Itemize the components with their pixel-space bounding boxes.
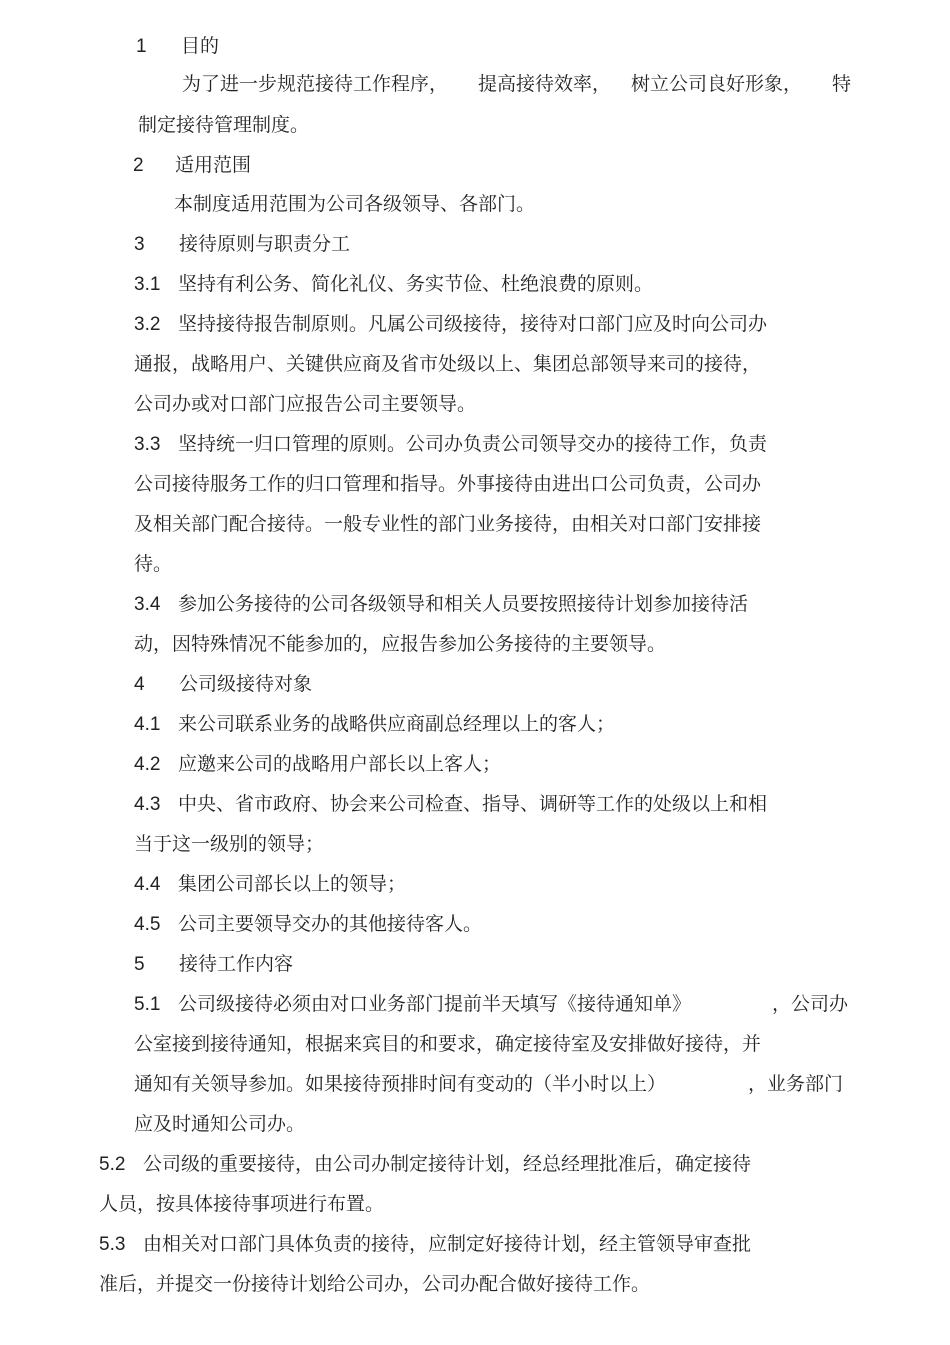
paragraph-line: 动，因特殊情况不能参加的，应报告参加公务接待的主要领导。 (134, 633, 667, 655)
clause-text: 坚持接待报告制原则。凡属公司级接待，接待对口部门应及时向公司办 (178, 313, 768, 335)
clause-number: 4.4 (134, 874, 161, 895)
clause-text: 坚持有利公务、简化礼仪、务实节俭、杜绝浪费的原则。 (178, 273, 654, 295)
paragraph-line: 通知有关领导参加。如果接待预排时间有变动的（半小时以上） (134, 1073, 667, 1095)
section-title: 接待工作内容 (179, 953, 294, 975)
clause-text: 公司级的重要接待，由公司办制定接待计划，经总经理批准后，确定接待 (143, 1153, 752, 1175)
paragraph-line: 本制度适用范围为公司各级领导、各部门。 (174, 193, 536, 215)
text-fragment: 提高接待效率， (478, 73, 612, 95)
section-title: 接待原则与职责分工 (179, 233, 351, 255)
paragraph-line: 及相关部门配合接待。一般专业性的部门业务接待，由相关对口部门安排接 (134, 513, 762, 535)
clause-text: 应邀来公司的战略用户部长以上客人； (178, 753, 502, 775)
section-heading-2 (133, 153, 251, 178)
clause-5-2 (99, 1152, 751, 1177)
clause-text: 坚持统一归口管理的原则。公司办负责公司领导交办的接待工作，负责 (178, 433, 768, 455)
paragraph-line: 制定接待管理制度。 (138, 114, 310, 136)
clause-4-1 (134, 712, 615, 737)
paragraph-line (182, 72, 851, 96)
clause-4-2 (134, 752, 501, 777)
clause-number: 5.2 (99, 1154, 126, 1175)
clause-4-5 (134, 912, 482, 937)
section-heading-5 (134, 952, 293, 977)
clause-number: 3.2 (134, 314, 161, 335)
clause-number: 4.2 (134, 754, 161, 775)
section-heading-4 (134, 672, 312, 697)
text-fragment: 特 (832, 73, 852, 95)
clause-4-4 (134, 872, 406, 897)
text-fragment: 为了进一步规范接待工作程序， (182, 73, 449, 95)
clause-4-3 (134, 792, 767, 817)
clause-text-tail: ，公司办 (772, 993, 849, 1015)
section-heading-3 (134, 232, 350, 257)
paragraph-line: 公司接待服务工作的归口管理和指导。外事接待由进出口公司负责，公司办 (134, 473, 762, 495)
clause-3-1 (134, 272, 653, 297)
paragraph-line: 通报，战略用户、关键供应商及省市处级以上、集团总部领导来司的接待， (134, 353, 762, 375)
section-title: 公司级接待对象 (179, 673, 313, 695)
clause-5-1 (134, 992, 691, 1017)
clause-text: 参加公务接待的公司各级领导和相关人员要按照接待计划参加接待活 (178, 593, 749, 615)
clause-number: 3.1 (134, 274, 161, 295)
clause-text: 由相关对口部门具体负责的接待，应制定好接待计划，经主管领导审查批 (143, 1233, 752, 1255)
paragraph-line: 待。 (134, 553, 173, 575)
paragraph-line: 准后，并提交一份接待计划给公司办，公司办配合做好接待工作。 (99, 1273, 651, 1295)
clause-3-3 (134, 432, 767, 457)
clause-text: 中央、省市政府、协会来公司检查、指导、调研等工作的处级以上和相 (178, 793, 768, 815)
clause-3-4 (134, 592, 748, 617)
section-title: 适用范围 (175, 154, 252, 176)
section-number: 1 (136, 36, 147, 57)
paragraph-line: 人员，按具体接待事项进行布置。 (99, 1193, 385, 1215)
section-title: 目的 (181, 35, 220, 57)
text-fragment: 树立公司良好形象， (631, 73, 803, 95)
section-number: 5 (134, 954, 145, 975)
section-number: 3 (134, 234, 145, 255)
clause-number: 4.5 (134, 914, 161, 935)
clause-number: 3.3 (134, 434, 161, 455)
clause-number: 5.1 (134, 994, 161, 1015)
clause-number: 4.1 (134, 714, 161, 735)
clause-text: 公司级接待必须由对口业务部门提前半天填写《接待通知单》 (178, 993, 692, 1015)
clause-number: 3.4 (134, 594, 161, 615)
paragraph-line: 公室接到接待通知，根据来宾目的和要求，确定接待室及安排做好接待，并 (134, 1033, 762, 1055)
paragraph-line: 当于这一级别的领导； (134, 833, 325, 855)
clause-text: 来公司联系业务的战略供应商副总经理以上的客人； (178, 713, 616, 735)
clause-number: 4.3 (134, 794, 161, 815)
clause-text-tail: ，业务部门 (748, 1073, 844, 1095)
clause-5-3 (99, 1232, 751, 1257)
paragraph-line: 公司办或对口部门应报告公司主要领导。 (134, 393, 477, 415)
paragraph-line: 应及时通知公司办。 (134, 1113, 306, 1135)
clause-text: 公司主要领导交办的其他接待客人。 (178, 913, 483, 935)
section-number: 4 (134, 674, 145, 695)
clause-text: 集团公司部长以上的领导； (178, 873, 407, 895)
clause-number: 5.3 (99, 1234, 126, 1255)
clause-3-2 (134, 312, 767, 337)
section-number: 2 (133, 155, 144, 176)
section-heading-1 (136, 34, 219, 59)
